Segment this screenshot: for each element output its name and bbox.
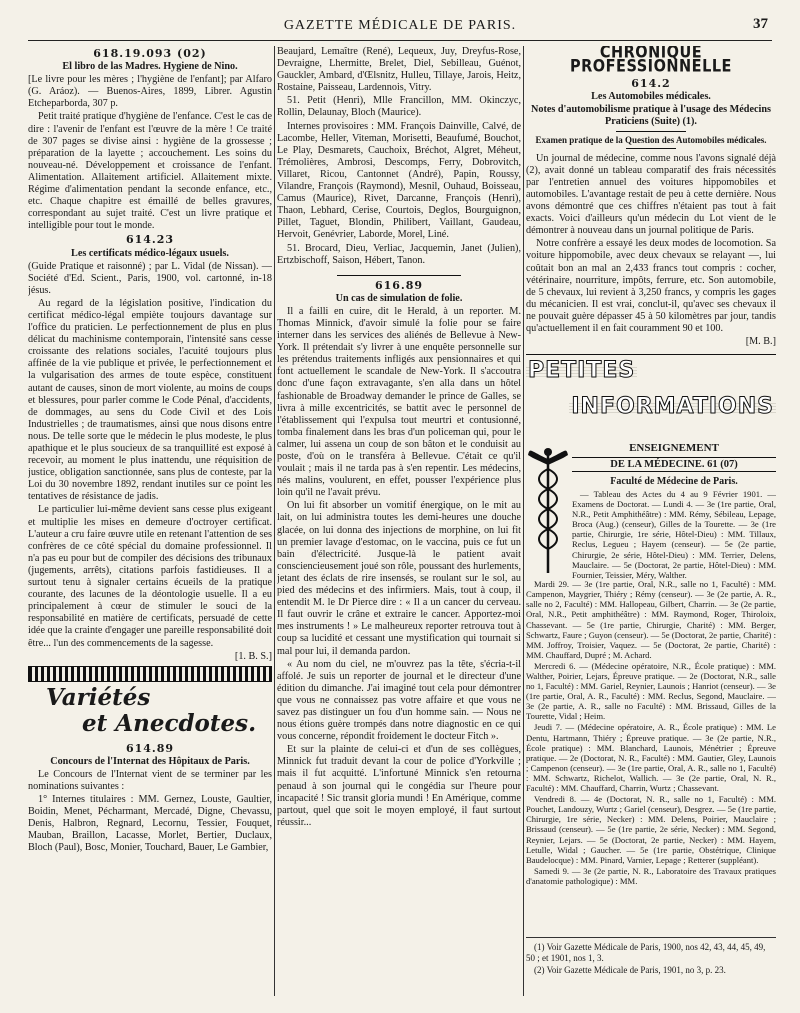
section-title-line-2: et Anecdotes. [82, 709, 257, 737]
footnote: (1) Voir Gazette Médicale de Paris, 1900, nos 42, 43, 44, 45, 49, 50 ; et 1901, nos 1, 3. [526, 942, 766, 963]
ornamental-border [28, 666, 272, 682]
page-header [28, 14, 772, 41]
paragraph: Le particulier lui-même devient sans cesse plus exigeant et multiplie les mises en demeure d'octroyer certificat. L'auteur a cru faire œuvre utile en retenant l'attention de ses confrères de ce côté spécial du domaine professionnel. Il n'a pas eu pour but de compiler des décisions des tribunaux (jugements, arrêts), citations parfois fastidieuses. Il a surtout tenu à signaler certains écueils de la pratique courante, des lacunes de la déontologie usuelle. Il a eu principalement à cœur de stimuler le souci de la responsabilité en matière de certificats, persuadé de cette idée que la crainte d'engager une pareille responsabilité doit être... l'un des commencements de la sagesse. [28, 504, 272, 649]
exam-schedule [526, 579, 776, 886]
enseignement-block [526, 439, 776, 579]
article-heading: Faculté de Médecine de Paris. [610, 476, 738, 488]
section-title-word-1: PETITES [528, 358, 636, 384]
divider [626, 148, 676, 149]
classification-number: 618.19.093 (02) [93, 47, 207, 60]
section-title-chronique: CHRONIQUE PROFESSIONNELLE [570, 46, 732, 77]
article-heading: El libro de las Madres. Hygiene de Nino. [62, 61, 238, 73]
paragraph: Petit traité pratique d'hygiène de l'enfance. C'est le cas de dire : l'avenir de l'enfant est l'œuvre de la mère ! Ce traité de 307 pages se divise ainsi : hygiène de la grossesse ; préparation de la layette ; accouchement. Les soins du nouveau-né. Développement et croissance de l'enfant. Alimentation. Allaitement artificiel. Allaitement mixte. Régime d'alimentation pendant la seconde enfance, etc., etc. Chaque chapitre est émaillé de belles gravures, correspondant au sujet traité. C'est un livre pratique et intelligible pour tout le monde. [28, 111, 272, 232]
article-heading: Un cas de simulation de folie. [335, 292, 463, 304]
journal-title: GAZETTE MÉDICALE DE PARIS. [283, 18, 517, 33]
enseignement-text [572, 439, 776, 581]
signature: [1. B. S.] [234, 650, 272, 662]
paragraph: Le Concours de l'Internat vient de se terminer par les nominations suivantes : [28, 768, 272, 792]
classification-number: 616.89 [374, 278, 424, 292]
bibliographic-reference: (Guide Pratique et raisonné) ; par L. Vidal (de Nissan). — Société d'Ed. Scient., Paris, 1900, vol. cartonné, in-18 jésus. [28, 260, 272, 296]
paragraph: Un journal de médecine, comme nous l'avons signalé déjà (2), avait donné un tableau comparatif des frais nécessités par l'entretien annuel des voitures hippomobiles et automobiles. L'avantage restait de peu à cette dernière. Nous avons démontré que ces chiffres n'étaient pas tout à fait exacts. Voici d'ailleurs qu'un médecin du Lot vient de le démontrer à nouveau dans un journal politique de Paris. [526, 152, 776, 237]
article-heading: Les Automobiles médicales. [591, 91, 711, 103]
article-subheading: Notes d'automobilisme pratique à l'usage des Médecins Praticiens (Suite) (1). [531, 104, 771, 128]
footnote: (2) Voir Gazette Médicale de Paris, 1901, no 3, p. 23. [534, 965, 726, 975]
article-subheading: Examen pratique de la Question des Automobiles médicales. [535, 134, 767, 145]
paragraph: On lui fit absorber un vomitif énergique, on le mit au lait, on lui administra toutes les demi-heures une douche glacée, on lui donna des injections de morphine, on lui fit un premier lavage d'estomac, on le vaccina, puis ce fut un bain d'électricité. Jusque-là le patient avait consciencieusement joué son rôle, poussant des hurlements, jetant des éclats de rire insensés, se roulant sur le sol, au pied des médecins et des infirmiers. Mais, tout à coup, il entendit M. le Dr Pierce dire : « Il a un cancer du cerveau. Il faut ouvrir le crâne et extraire le cancer. Apportez-moi mes instruments ! » Le malheureux reporter retrouva tout à coup sa lucidité et cessant une mystification qui tournait si mal pour lui, il demanda pardon. [277, 500, 521, 657]
footnotes [526, 937, 776, 977]
caduceus-icon [528, 445, 568, 575]
paragraph: — Tableau des Actes du 4 au 9 Février 1901. — Examens de Doctorat. — Lundi 4. — 3e (1re partie, Oral, N.R., Petit Amphithéâtre) : MM. Rémy, Sébileau, Lepage, Broca (Aug.) (censeur), Gilles de la Tourette. — 3e (1re partie, Chirurgie, 1re série, Hôtel-Dieu) : MM. Tillaux, Reclus, Legueu ; Hayem (censeur). — 5e (2e partie, Chirurgie, 2e série, Hôtel-Dieu) : MM. Terrier, Delens, Mauclaire. — 5e (Doctorat, 2e partie, Hôtel-Dieu) : MM. Fournier, Teissier, Méry, Walther. [572, 488, 776, 580]
page-number: 37 [753, 16, 768, 32]
paragraph: Samedi 9. — 3e (2e partie, N. R., Laboratoire des Travaux pratiques d'anatomie pathologique) : MM. [526, 865, 776, 886]
article-heading: Concours de l'Internat des Hôpitaux de Paris. [50, 755, 250, 767]
divider [337, 275, 461, 276]
bibliographic-reference: [Le livre pour les mères ; l'hygiène de l'enfant]; par Alfaro (G. Aráoz). — Buenos-Aires, 1899, Librer. Agustin Etcheparborda, 307 p. [28, 74, 272, 110]
column-middle [277, 46, 521, 830]
rubric-subheading: DE LA MÉDECINE. 61 (07) [572, 457, 776, 473]
article-heading: Les certificats médico-légaux usuels. [71, 247, 229, 259]
paragraph: Internes provisoires : MM. François Dainville, Calvé, de Lacombe, Heller, Viteman, Morisetti, Beaufumé, Bouchot, Le Play, Desmarets, Cauchoix, Bréchot, Algret, Méheut, Trémolières, Ambrosi, Descomps, Ferry, Dobrovitch, Villaret, Ricou, Cantonnet (André), Papin, Roussy, Vilandre, François (Raymond), Mesnil, Ouhaud, Boisseau, Camus (Maurice), Rivet, Darcanne, François (Henri), Thaon, Lebhard, Cerise, Courtois, Deglos, Bourguignon, Pillet, Taguet, Blondin, Philibert, Vaillant, Gaudeau, Hervoit, Genévrier, Laborde, Morel, Liné. [277, 120, 521, 241]
signature: [M. B.] [745, 336, 776, 348]
column-rule-2 [523, 46, 524, 996]
paragraph: Mardi 29. — 3e (1re partie, Oral, N.R., salle no 1, Faculté) : MM. Campenon, Maygrier, Thiéry ; Rémy (censeur). — 3e (2e partie, A. R., salle no 2, Faculté) : MM. Hallopeau, Gilbert, Charrin. — 3e (2e partie, Oral, N.R., Petit amphithéâtre) : MM. Raymond, Roger, Thiroloix, Chassevant. — 5e (1re partie, Chirurgie, Charité) : MM. Berger, Schwartz, Faure ; Guyon (censeur). — 5e (Doctorat, 2e partie, Charité) : MM. Joffroy, Troisier, Vaquez. — 5e (Doctorat, 2e partie, Charité) : MM. Chauffard, Dupré ; M. Achard. [526, 579, 776, 660]
paragraph: Et sur la plainte de celui-ci et d'un de ses collègues, Minnick fut traduit devant la cour de police d'Yorkville ; mais il fut acquitté. L'infortuné Minnick s'en retourna penaud à son journal qui le congédia sur l'heure pour incapacité ! Sic transit gloria mundi ! En Amérique, comme partout, quel que soit le moyen employé, il faut surtout réussir... [277, 744, 521, 828]
classification-number: 614.2 [631, 77, 671, 91]
paragraph: Au regard de la législation positive, l'indication du certificat médico-légal empiète toujours davantage sur l'office du praticien. Le perfectionnement de plus en plus délicat du machinisme contemporain, l'intensité sans cesse croissante des relations sociales, l'acuité toujours plus affinée de la vie publique et privée, le perfectionnement et la vulgarisation des armes de toute espèce, constituent autant de causes, sinon de mort violente, au moins de coups et blessures, pour parler comme le Code Pénal, d'accidents, de dommages, au sens du Code Civil et des Lois Industrielles ; de traumatismes, ainsi que nous disons entre nous. De telle sorte que le médecin le plus modeste, le plus apathique et le plus soucieux de sa tranquillité est exposé à recevoir, au moment le plus inattendu, une réquisition de justice, obligation sanctionnée, sans plus de conteste, par la Loi du 30 novembre 1892, rendant inutiles sur ce point les tentatives de résistance de jadis. [28, 297, 272, 503]
paragraph: Il a failli en cuire, dit le Herald, à un reporter. M. Thomas Minnick, d'avoir simulé la folie pour se faire interner dans les services des aliénés de Bellevue à New-York. Il prétendait s'y livrer à une enquête personnelle sur les prétendus traitements infligés aux pensionnaires et qui font actuellement le scandale de New-York. Il s'accoutra donc d'une façon extravagante, s'en alla dans un hôtel fashionable de Broadway demander le prince de Galles, se livra à mille excentricités, se battit avec le personnel de l'établissement qui l'expulsa tout meurtri et contusionné, tomba finalement dans les bras d'un policeman qui, pour le calmer, lui assena un coup de son bâton et le conduisit au poste, d'où on le transféra à Bellevue. C'était ce qu'il voulait ; mais il ne tarda pas à s'en repentir. Les médecins, nés malins, voulurent, en effet, pousser l'expérience plus loin qu'il ne l'avait prévu. [277, 305, 521, 499]
column-left [28, 46, 272, 856]
classification-number: 614.23 [125, 233, 175, 247]
section-title-petites-informations [526, 358, 776, 435]
paragraph: 51. Petit (Henri), Mlle Francillon, MM. Okinczyc, Rollin, Delaunay, Bloch (Maurice). [277, 95, 521, 119]
paragraph: Mercredi 6. — (Médecine opératoire, N.R., École pratique) : MM. Walther, Poirier, Lejars, Épreuve pratique. — 2e (Doctorat, N.R., salle no 1, Faculté) : MM. Gariel, Reynier, Launois ; Hanriot (censeur). — 3e (1re partie, Oral, A. R., Faculté) : MM. Reclus, Segond, Mauclaire. — 3e (2e partie, A. R., salle no Faculté) : MM. Brissaud, Gilles de la Tourette, Vidal ; Heim. [526, 660, 776, 722]
divider [526, 354, 776, 355]
paragraph: « Au nom du ciel, ne m'ouvrez pas la tête, s'écria-t-il affolé. Je suis un reporter de journal et le directeur d'une édition du dimanche. J'ai imaginé tout cela pour démontrer que vous ne connaissez pas votre affaire et que vous ne savez pas distinguer un fou d'un homme sain. — Nous ne nous étions guère trompés dans notre diagnostic en ce qui vous concerne, répondit froidement le docteur Fitch ». [277, 658, 521, 743]
exam-schedule-part [572, 489, 776, 580]
section-title-word-2: INFORMATIONS [571, 394, 774, 420]
rubric-heading: ENSEIGNEMENT [629, 442, 719, 455]
paragraph: 1° Internes titulaires : MM. Gernez, Louste, Gaultier, Boidin, Menet, Pécharmant, Mercadé, Digne, Chevassu, Denis, Halbron, Regnard, Lecornu, Tessier, Fouquet, Mauban, Braillon, Lacasse, Morlet, Bertier, Duclaux, Bloch (Paul), Bosc, Monier, Touchard, Bauer, Le Gambier, [28, 794, 272, 854]
paragraph: Beaujard, Lemaître (René), Lequeux, Juy, Dreyfus-Rose, Devraigne, Lhermitte, Brelet, Diel, Sebilleau, Guénot, Gauckler, Ambard, d'Œlsnitz, Hulleu, Tillaye, Jarois, Heitz, Rostaine, Paisseau, Lardennois, Vitry. [277, 46, 521, 94]
divider [616, 131, 686, 132]
section-title-line-1: Variétés [46, 683, 151, 711]
classification-number: 614.89 [125, 741, 175, 755]
paragraph: 51. Brocard, Dieu, Verliac, Jacquemin, Janet (Julien), Ertzbischoff, Saison, Hébert, Tanon. [277, 242, 521, 266]
section-title-gothic [46, 685, 272, 737]
paragraph: Vendredi 8. — 4e (Doctorat, N. R., salle no 1, Faculté) : MM. Pouchet, Landouzy, Wurtz ; Gariel (censeur), Desgrez. — 5e (1re partie, Chirurgie, 1re série, Necker) : MM. Delens, Poirier, Mauclaire ; Brissaud (censeur). — 5e (1re partie, 2e série, Necker) : MM. Segond, Reynier, Lejars. — 5e (Doctorat, 2e partie, Necker) : MM. Hayem, Letulle, Widal ; Gaucher. — 5e (1re partie, Obstétrique, Clinique Baudelocque) : MM. Pinard, Varnier, Lepage ; Retterer (suppléant). [526, 794, 776, 865]
paragraph: Jeudi 7. — (Médecine opératoire, A. R., École pratique) : MM. Le Dentu, Hartmann, Thiéry ; Épreuve pratique. — 3e (2e partie, N.R., École pratique) : MM. Blanchard, Launois, Ménétrier ; Épreuve pratique. — 2e (Doctorat, N. R., Faculté) : MM. Gautier, Gley, Launois ; Campenon (censeur). — 3e (1re partie, Oral, A. R., salle no 1, Faculté) : MM. Schwartz, Richelot, Wallich. — 3e (2e partie, Oral, N. R., Faculté) : MM. Chauffard, Charrin, Wurtz ; Chassevant. [526, 722, 776, 794]
column-right [526, 46, 776, 887]
paragraph: Notre confrère a essayé les deux modes de locomotion. Sa voiture hippomobile, avec deux chevaux se relayant —, lui coûtait bon an mal an 2,433 francs tout compris : cocher, vétérinaire, nourriture, impôts, ferrure, etc. Son automobile, de 5 chevaux, lui revient à 3,250 francs, y compris les gages du mécanicien. Il est vrai, conclut-il, qu'avec ses chevaux il ne pouvait guère dépasser 45 à 50 kilomètres par jour, tandis qu'actuellement il en fait couramment 90 et 100. [526, 238, 776, 334]
column-rule-1 [274, 46, 275, 996]
